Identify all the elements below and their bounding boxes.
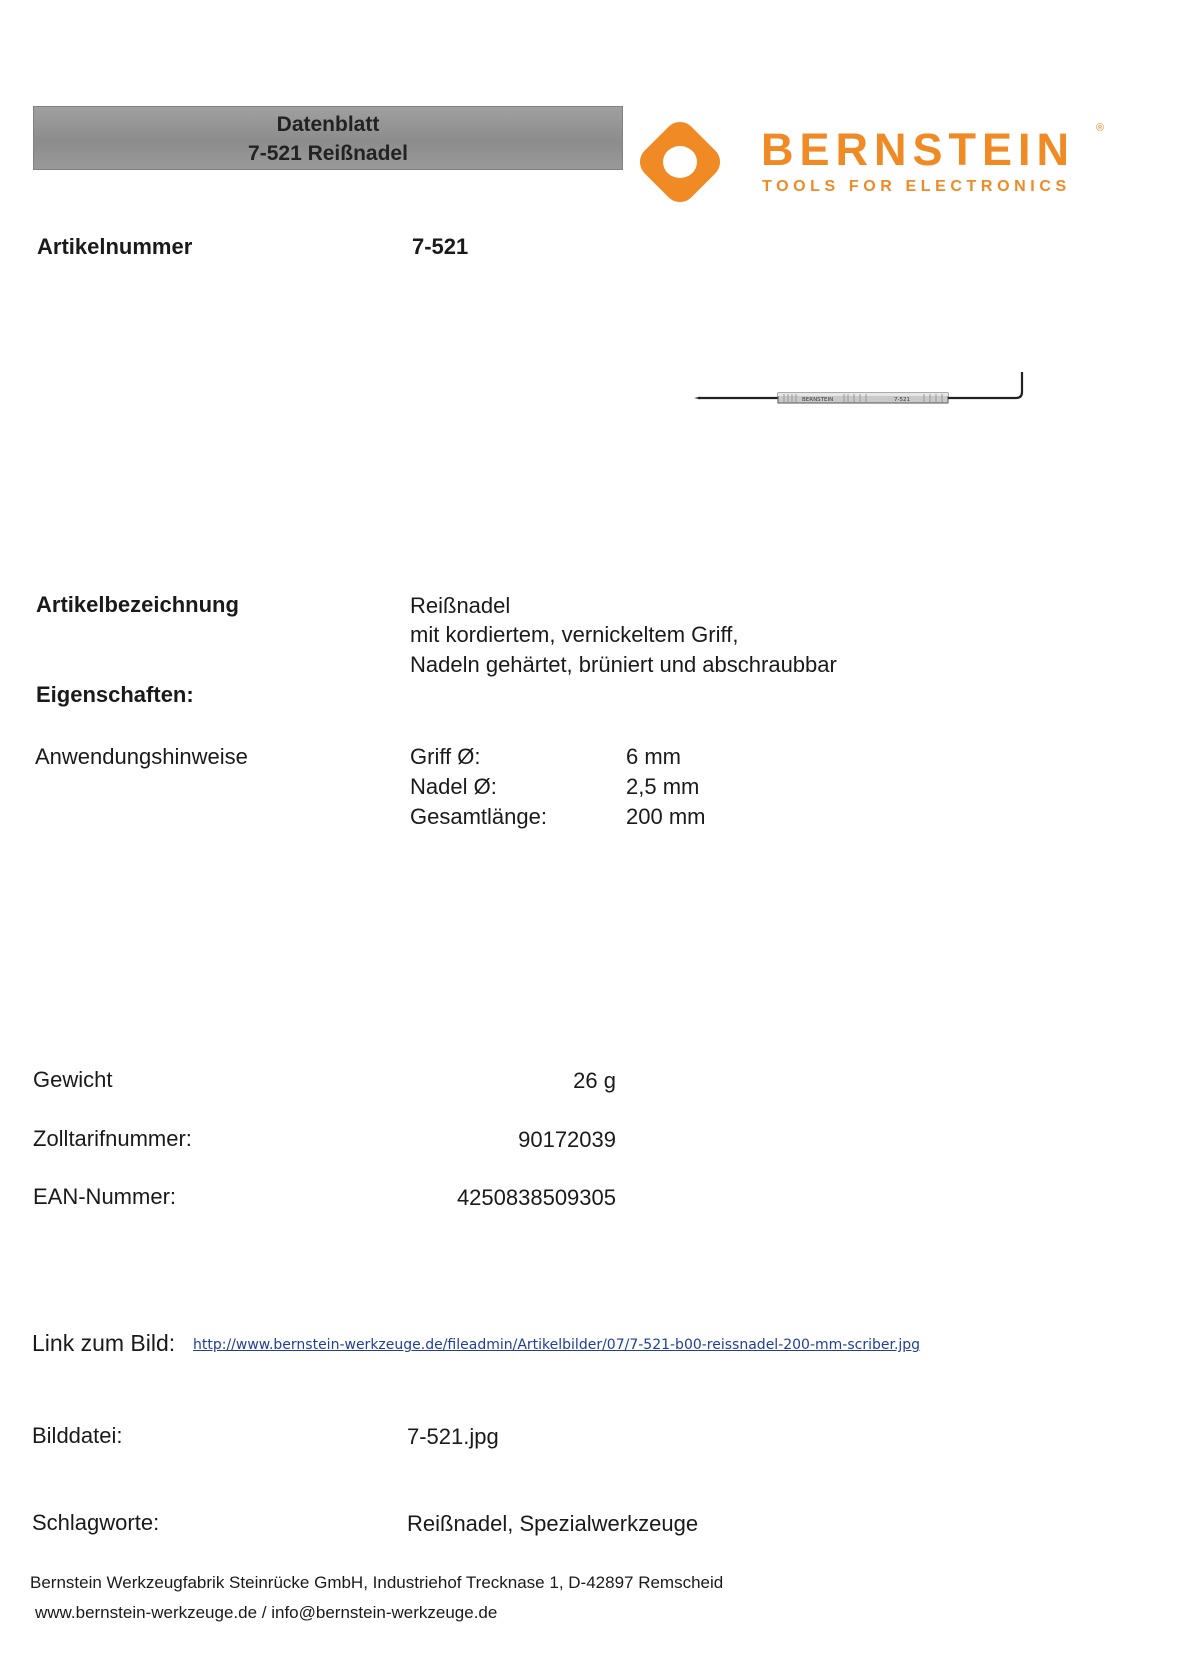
product-image-brand-label: BERNSTEIN — [802, 397, 834, 403]
article-number-value: 7-521 — [412, 234, 469, 259]
spec-label: Griff Ø: — [410, 744, 481, 769]
customs-number-label: Zolltarifnummer: — [33, 1126, 192, 1151]
keywords-value: Reißnadel, Spezialwerkzeuge — [407, 1511, 699, 1536]
bernstein-logo-icon — [630, 112, 730, 212]
designation-line-3: Nadeln gehärtet, brüniert und abschraubbar — [410, 652, 837, 677]
keywords-label: Schlagworte: — [32, 1510, 160, 1535]
footer-contact: www.bernstein-werkzeuge.de / info@bernstein-werkzeuge.de — [35, 1603, 498, 1622]
properties-label: Eigenschaften: — [36, 682, 194, 707]
datasheet-title-banner — [33, 106, 623, 170]
brand-name: BERNSTEIN — [761, 124, 1076, 175]
image-file-value: 7-521.jpg — [407, 1424, 499, 1449]
customs-number-value: 90172039 — [518, 1127, 616, 1152]
spec-label: Gesamtlänge: — [410, 804, 547, 829]
registered-mark: ® — [1096, 122, 1105, 134]
datasheet-title: Datenblatt — [276, 113, 380, 136]
product-image-code-label: 7-521 — [894, 397, 910, 403]
weight-value: 26 g — [573, 1068, 616, 1093]
footer-company: Bernstein Werkzeugfabrik Steinrücke GmbH, Industriehof Trecknase 1, D-42897 Remscheid — [30, 1573, 724, 1592]
spec-value: 200 mm — [626, 804, 706, 829]
image-link[interactable]: http://www.bernstein-werkzeuge.de/fileadmin/Artikelbilder/07/7-521-b00-reissnadel-200-mm-scriber.jpg — [193, 1337, 921, 1353]
spec-value: 2,5 mm — [626, 774, 700, 799]
brand-tagline: TOOLS FOR ELECTRONICS — [762, 178, 1071, 195]
usage-label: Anwendungshinweise — [35, 744, 248, 769]
spec-value: 6 mm — [626, 744, 681, 769]
datasheet-subtitle: 7-521 Reißnadel — [248, 142, 408, 165]
ean-label: EAN-Nummer: — [33, 1184, 177, 1209]
designation-line-1: Reißnadel — [410, 593, 511, 618]
image-file-label: Bilddatei: — [32, 1423, 123, 1448]
product-image-scriber — [694, 366, 1028, 410]
spec-label: Nadel Ø: — [410, 774, 497, 799]
image-link-label: Link zum Bild: — [32, 1330, 176, 1356]
designation-label: Artikelbezeichnung — [36, 592, 239, 617]
weight-label: Gewicht — [33, 1067, 113, 1092]
article-number-label: Artikelnummer — [37, 234, 193, 259]
ean-value: 4250838509305 — [456, 1185, 616, 1210]
designation-line-2: mit kordiertem, vernickeltem Griff, — [410, 622, 739, 647]
